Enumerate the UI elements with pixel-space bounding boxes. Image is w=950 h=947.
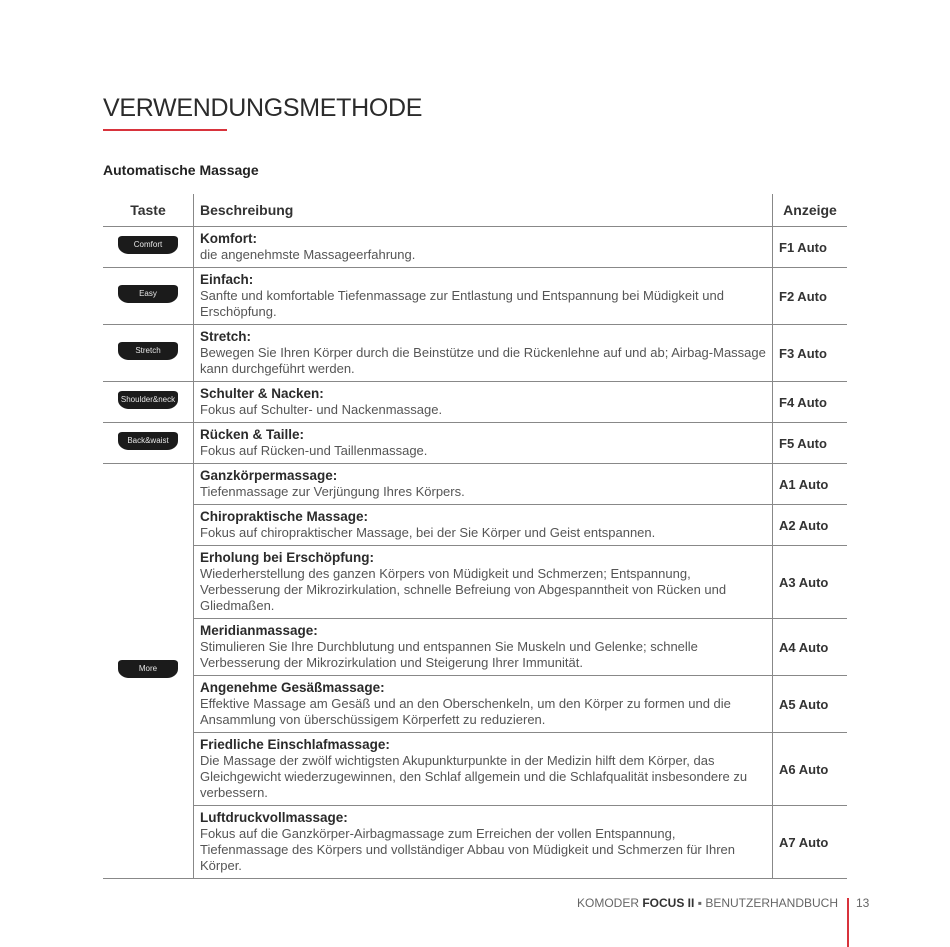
comfort-key-button: Comfort xyxy=(118,236,178,254)
display-cell: A5 Auto xyxy=(773,676,848,733)
mode-text: Fokus auf die Ganzkörper-Airbagmassage zum Erreichen der vollen Entspannung, Tiefenmassage des Körpers und vollständiger Abbau von Müdigkeit und Schmerzen für Ihren Körper. xyxy=(200,826,735,873)
page-title: VERWENDUNGSMETHODE xyxy=(103,94,423,122)
footer-divider xyxy=(847,898,849,947)
table-row xyxy=(103,546,847,619)
column-header-taste: Taste xyxy=(103,194,194,227)
description-cell xyxy=(194,227,773,268)
mode-title: Stretch: xyxy=(200,329,252,344)
display-cell: F2 Auto xyxy=(773,268,848,325)
mode-title: Luftdruckvollmassage: xyxy=(200,810,348,825)
table-row xyxy=(103,325,847,382)
display-cell: A3 Auto xyxy=(773,546,848,619)
mode-text: Tiefenmassage zur Verjüngung Ihres Körpers. xyxy=(200,484,465,499)
description-cell xyxy=(194,268,773,325)
mode-title: Komfort: xyxy=(200,231,257,246)
footer-doc-title: BENUTZERHANDBUCH xyxy=(705,896,838,910)
mode-title: Friedliche Einschlafmassage: xyxy=(200,737,390,752)
display-cell: A1 Auto xyxy=(773,464,848,505)
display-cell: F4 Auto xyxy=(773,382,848,423)
mode-text: Bewegen Sie Ihren Körper durch die Beinstütze und die Rückenlehne auf und ab; Airbag-Massage kann durchgeführt werden. xyxy=(200,345,766,376)
mode-title: Chiropraktische Massage: xyxy=(200,509,369,524)
description-cell xyxy=(194,546,773,619)
table-row xyxy=(103,733,847,806)
table-row xyxy=(103,619,847,676)
page-number: 13 xyxy=(856,896,870,910)
description-cell xyxy=(194,806,773,879)
mode-title: Angenehme Gesäßmassage: xyxy=(200,680,385,695)
table-row xyxy=(103,382,847,423)
mode-text: Fokus auf Rücken-und Taillenmassage. xyxy=(200,443,428,458)
footer-product: FOCUS II xyxy=(642,896,695,910)
table-row xyxy=(103,676,847,733)
table-row xyxy=(103,464,847,505)
display-cell: A4 Auto xyxy=(773,619,848,676)
description-cell xyxy=(194,325,773,382)
display-cell: A7 Auto xyxy=(773,806,848,879)
display-cell: F3 Auto xyxy=(773,325,848,382)
easy-key-button: Easy xyxy=(118,285,178,303)
stretch-key-button: Stretch xyxy=(118,342,178,360)
mode-text: Sanfte und komfortable Tiefenmassage zur Entlastung und Entspannung bei Müdigkeit und Erschöpfung. xyxy=(200,288,724,319)
mode-title: Einfach: xyxy=(200,272,254,287)
table-row xyxy=(103,268,847,325)
description-cell xyxy=(194,733,773,806)
mode-title: Schulter & Nacken: xyxy=(200,386,324,401)
mode-text: die angenehmste Massageerfahrung. xyxy=(200,247,416,262)
mode-text: Stimulieren Sie Ihre Durchblutung und entspannen Sie Muskeln und Gelenke; schnelle Verbesserung der Mikrozirkulation und Steigerung Ihrer Immunität. xyxy=(200,639,698,670)
description-cell xyxy=(194,619,773,676)
description-cell xyxy=(194,382,773,423)
massage-mode-table xyxy=(103,194,847,879)
mode-title: Meridianmassage: xyxy=(200,623,318,638)
display-cell: A6 Auto xyxy=(773,733,848,806)
mode-text: Fokus auf chiropraktischer Massage, bei der Sie Körper und Geist entspannen. xyxy=(200,525,656,540)
display-cell: F1 Auto xyxy=(773,227,848,268)
column-header-anzeige: Anzeige xyxy=(773,194,848,227)
back-waist-key-button: Back&waist xyxy=(118,432,178,450)
mode-title: Erholung bei Erschöpfung: xyxy=(200,550,374,565)
title-underline xyxy=(103,129,227,131)
footer-text xyxy=(577,896,838,910)
mode-text: Die Massage der zwölf wichtigsten Akupunkturpunkte in der Medizin hilft dem Körper, das Gleichgewicht wiederzugewinnen, den Schlaf allgemein und die Schlafqualität insbesondere zu verbessern. xyxy=(200,753,748,800)
description-cell xyxy=(194,423,773,464)
footer-bullet: ▪ xyxy=(697,896,702,910)
table-header-row xyxy=(103,194,847,227)
table-row xyxy=(103,806,847,879)
description-cell xyxy=(194,676,773,733)
mode-title: Ganzkörpermassage: xyxy=(200,468,338,483)
description-cell xyxy=(194,505,773,546)
mode-text: Effektive Massage am Gesäß und an den Oberschenkeln, um den Körper zu formen und die Ansammlung von überschüssigem Körperfett zu reduzieren. xyxy=(200,696,731,727)
table-row xyxy=(103,505,847,546)
mode-title: Rücken & Taille: xyxy=(200,427,305,442)
mode-text: Wiederherstellung des ganzen Körpers von Müdigkeit und Schmerzen; Entspannung, Verbesserung der Mikrozirkulation, schnelle Befreiung von Abgespanntheit von Rücken und Gliedmaßen. xyxy=(200,566,727,613)
table-row xyxy=(103,423,847,464)
column-header-beschreibung: Beschreibung xyxy=(194,194,773,227)
display-cell: F5 Auto xyxy=(773,423,848,464)
section-title: Automatische Massage xyxy=(103,162,259,178)
display-cell: A2 Auto xyxy=(773,505,848,546)
shoulder-neck-key-button: Shoulder&neck xyxy=(118,391,178,409)
mode-text: Fokus auf Schulter- und Nackenmassage. xyxy=(200,402,443,417)
description-cell xyxy=(194,464,773,505)
more-key-button: More xyxy=(118,660,178,678)
footer-brand: KOMODER xyxy=(576,896,639,910)
table-row xyxy=(103,227,847,268)
